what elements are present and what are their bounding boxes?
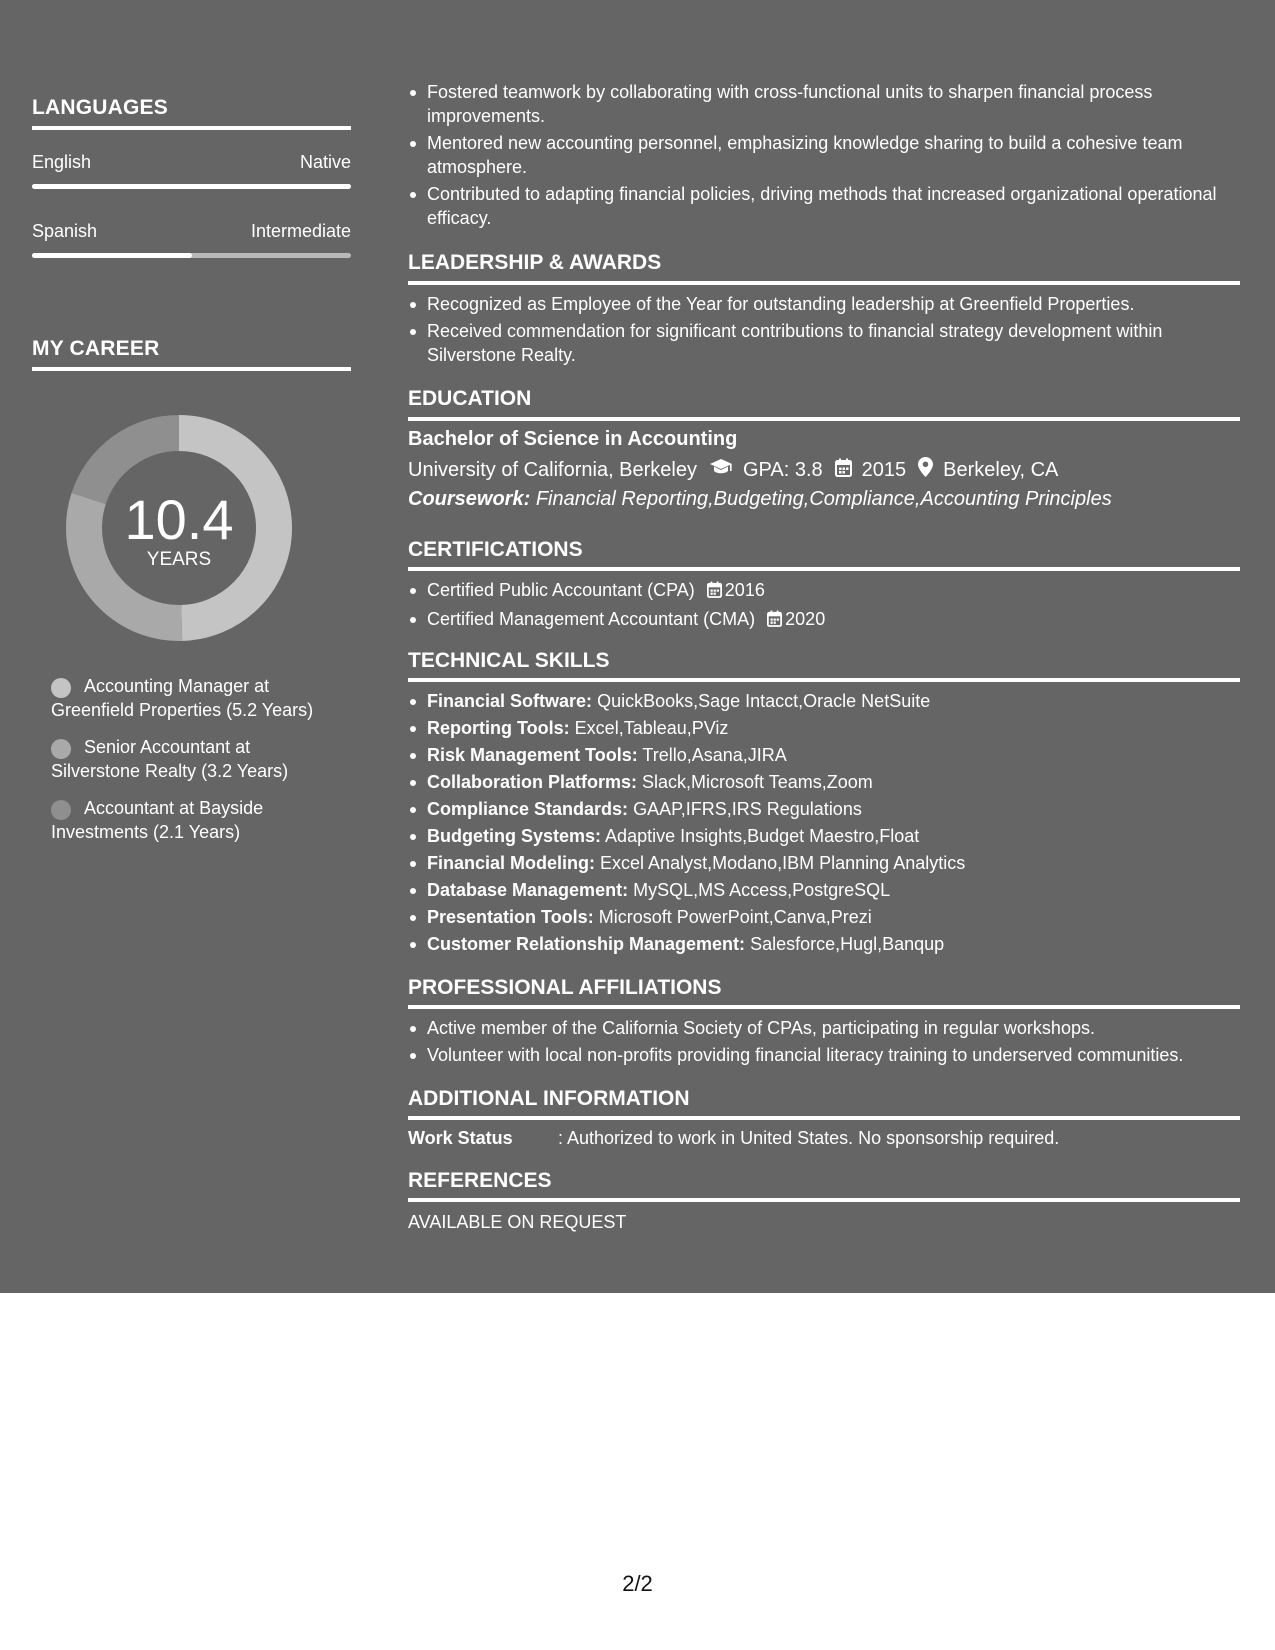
career-rule (32, 367, 351, 371)
certification-name: Certified Public Accountant (CPA) (427, 580, 695, 600)
calendar-icon (835, 458, 852, 483)
career-legend (51, 674, 341, 857)
skills-rule (408, 678, 1240, 682)
skill-item (408, 743, 1240, 767)
career-legend-item (51, 796, 341, 844)
career-legend-label: Senior Accountant at Silverstone Realty (3.2 Years) (51, 737, 289, 781)
skill-values: GAAP,IFRS,IRS Regulations (633, 799, 862, 819)
graduation-cap-icon (709, 458, 733, 482)
language-row (32, 152, 351, 173)
skills-bullets (408, 689, 1240, 959)
skill-category: Collaboration Platforms: (427, 772, 638, 792)
work-status-label: Work Status (408, 1128, 513, 1148)
skill-values: Microsoft PowerPoint,Canva,Prezi (598, 907, 872, 927)
calendar-icon (767, 609, 782, 633)
career-legend-item (51, 735, 341, 783)
skill-item (408, 905, 1240, 929)
skill-category: Reporting Tools: (427, 718, 570, 738)
certification-name: Certified Management Accountant (CMA) (427, 609, 756, 629)
education-year: 2015 (861, 458, 907, 481)
additional-rule (408, 1116, 1240, 1120)
education-rule (408, 417, 1240, 421)
skill-category: Compliance Standards: (427, 799, 629, 819)
education-school: University of California, Berkeley (408, 458, 697, 481)
language-proficiency-fill (32, 253, 192, 258)
education-gpa: GPA: 3.8 (743, 458, 823, 481)
coursework-value: Financial Reporting,Budgeting,Compliance,Accounting Principles (535, 488, 1112, 510)
career-title: MY CAREER (32, 337, 160, 360)
skill-item (408, 851, 1240, 875)
skill-category: Risk Management Tools: (427, 745, 638, 765)
skill-category: Budgeting Systems: (427, 826, 602, 846)
skill-item (408, 770, 1240, 794)
certifications-bullets (408, 578, 1240, 636)
skill-item (408, 797, 1240, 821)
education-title: EDUCATION (408, 387, 532, 410)
skill-item (408, 932, 1240, 956)
skill-values: Salesforce,Hugl,Banqup (750, 934, 945, 954)
skill-category: Customer Relationship Management: (427, 934, 746, 954)
bullet-item: Active member of the California Society of CPAs, participating in regular workshops. (408, 1016, 1240, 1040)
leadership-title: LEADERSHIP & AWARDS (408, 251, 662, 274)
skill-values: Trello,Asana,JIRA (642, 745, 787, 765)
education-degree: Bachelor of Science in Accounting (408, 428, 738, 450)
certification-year: 2016 (724, 580, 765, 600)
certification-item (408, 578, 1240, 604)
career-legend-dot (51, 678, 71, 698)
skill-values: QuickBooks,Sage Intacct,Oracle NetSuite (597, 691, 931, 711)
additional-title: ADDITIONAL INFORMATION (408, 1087, 690, 1110)
leadership-bullets (408, 292, 1240, 370)
work-status-value: : Authorized to work in United States. No sponsorship required. (558, 1128, 1060, 1148)
coursework-label: Coursework: (408, 488, 531, 510)
language-level: Native (299, 152, 351, 172)
leadership-rule (408, 281, 1240, 285)
education-details (408, 457, 1058, 483)
skill-values: Excel Analyst,Modano,IBM Planning Analytics (600, 853, 966, 873)
language-proficiency-bar (32, 184, 351, 189)
career-legend-label: Accountant at Bayside Investments (2.1 Years) (51, 798, 264, 842)
career-total-years: 10.4 (124, 488, 234, 551)
skill-category: Database Management: (427, 880, 629, 900)
career-legend-dot (51, 800, 71, 820)
language-row (32, 221, 351, 242)
career-legend-label: Accounting Manager at Greenfield Properties (5.2 Years) (51, 676, 314, 720)
skill-item (408, 878, 1240, 902)
career-legend-dot (51, 739, 71, 759)
skill-category: Presentation Tools: (427, 907, 594, 927)
languages-title: LANGUAGES (32, 96, 168, 119)
references-text: AVAILABLE ON REQUEST (408, 1212, 627, 1232)
bullet-item: Volunteer with local non-profits providing financial literacy training to underserved communities. (408, 1043, 1240, 1067)
skill-values: Slack,Microsoft Teams,Zoom (642, 772, 873, 792)
skill-item (408, 824, 1240, 848)
bullet-item: Contributed to adapting financial policies, driving methods that increased organizational operational efficacy. (408, 182, 1240, 230)
certifications-rule (408, 567, 1240, 571)
references-rule (408, 1198, 1240, 1202)
skill-item (408, 716, 1240, 740)
language-name: English (32, 152, 92, 172)
skill-values: MySQL,MS Access,PostgreSQL (633, 880, 891, 900)
experience-bullets (408, 80, 1240, 233)
career-legend-item (51, 674, 341, 722)
language-name: Spanish (32, 221, 98, 241)
certification-item (408, 607, 1240, 633)
bullet-item: Mentored new accounting personnel, emphasizing knowledge sharing to build a cohesive team atmosphere. (408, 131, 1240, 179)
language-proficiency-fill (32, 184, 351, 189)
bullet-item: Fostered teamwork by collaborating with cross-functional units to sharpen financial process improvements. (408, 80, 1240, 128)
education-coursework (408, 488, 1112, 511)
calendar-icon (707, 580, 722, 604)
references-title: REFERENCES (408, 1169, 552, 1192)
certification-year: 2020 (785, 609, 826, 629)
skill-category: Financial Software: (427, 691, 593, 711)
work-status-row (408, 1128, 1059, 1149)
map-marker-icon (918, 457, 933, 483)
skills-title: TECHNICAL SKILLS (408, 649, 610, 672)
career-total-unit: YEARS (146, 549, 212, 570)
language-proficiency-bar (32, 253, 351, 258)
certifications-title: CERTIFICATIONS (408, 538, 583, 561)
language-level: Intermediate (250, 221, 351, 241)
skill-values: Adaptive Insights,Budget Maestro,Float (605, 826, 920, 846)
affiliations-bullets (408, 1016, 1240, 1070)
skill-category: Financial Modeling: (427, 853, 596, 873)
languages-rule (32, 126, 351, 130)
skill-values: Excel,Tableau,PViz (574, 718, 729, 738)
education-location: Berkeley, CA (943, 458, 1059, 481)
skill-item (408, 689, 1240, 713)
bullet-item: Recognized as Employee of the Year for outstanding leadership at Greenfield Properties. (408, 292, 1240, 316)
affiliations-rule (408, 1005, 1240, 1009)
affiliations-title: PROFESSIONAL AFFILIATIONS (408, 976, 722, 999)
page-number: 2/2 (622, 1571, 653, 1596)
bullet-item: Received commendation for significant contributions to financial strategy development within Silverstone Realty. (408, 319, 1240, 367)
career-donut-chart (66, 415, 292, 641)
